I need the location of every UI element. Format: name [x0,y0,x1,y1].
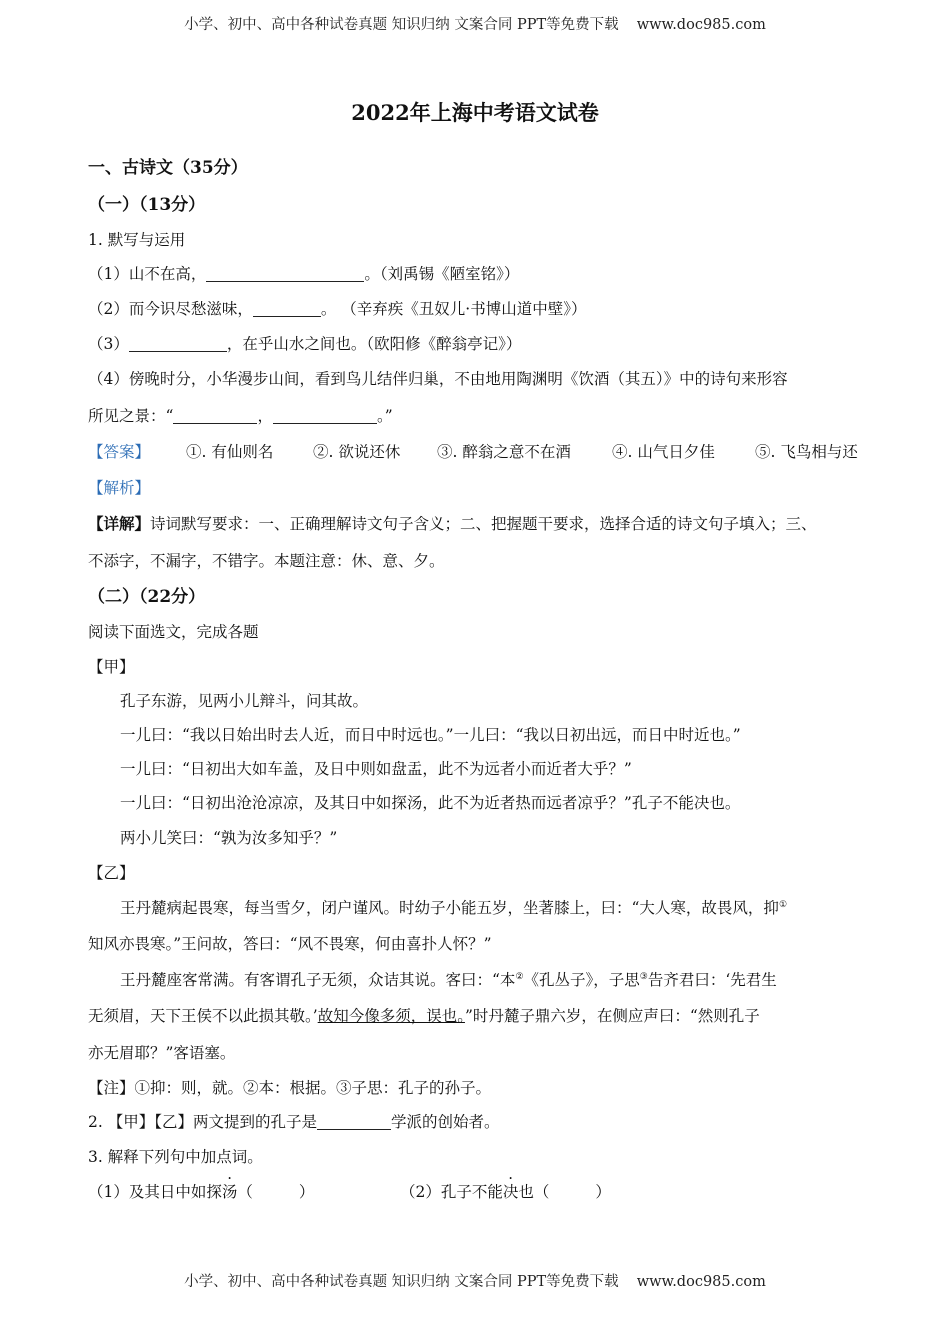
passage-yi-line: 王丹麓座客常满。有客谓孔子无须，众诘其说。客曰：“本②《孔丛子》，子思③告齐君曰：‘先君生 [120,971,777,989]
page-footer [0,1270,950,1291]
answer-item: ③. 醉翁之意不在酒 [437,443,571,461]
question-1-item-2: （2）而今识尽愁滋味， 。 （辛弃疾《丑奴儿·书博山道中壁》） [88,300,587,318]
question-1-item-4-line1: （4）傍晚时分，小华漫步山间，看到鸟儿结伴归巢，不由地用陶渊明《饮酒（其五）》中的诗句来形容 [88,370,788,388]
question-3-item-1: （1）及其日中如探汤（ ） [88,1183,315,1201]
answer-blank [129,336,227,353]
passage-jia-line: 一儿曰：“我以日始出时去人近，而日中时远也。”一儿曰：“我以日初出远，而日中时近也。” [120,726,741,744]
dotted-word: 汤 [221,1183,238,1201]
analysis-detail-line2: 不添字，不漏字，不错字。本题注意：休、意、夕。 [88,552,445,570]
analysis-label: 【解析】 [88,479,151,497]
answer-blank [317,1114,391,1131]
page-title: 2022年上海中考语文试卷 [351,100,599,125]
answer-item: ②. 欲说还休 [313,443,401,461]
question-1-item-1: （1）山不在高， 。（刘禹锡《陋室铭》） [88,265,520,283]
page-header [0,13,950,34]
answer-blank [253,301,321,318]
answer-item: ①. 有仙则名 [186,443,274,461]
answer-label: 【答案】 [88,443,151,461]
answer-item: ⑤. 飞鸟相与还 [755,443,858,461]
question-3-stem: 3. 解释下列句中加点词。 [88,1148,263,1166]
passage-jia-label: 【甲】 [88,658,135,676]
passage-jia-line: 一儿曰：“日初出大如车盖，及日中则如盘盂，此不为远者小而近者大乎？” [120,760,632,778]
question-1-item-3: （3） ，在乎山水之间也。（欧阳修《醉翁亭记》） [88,335,522,353]
answer-blank [173,408,257,425]
analysis-detail-line1: 【详解】诗词默写要求：一、正确理解诗文句子含义；二、把握题干要求，选择合适的诗文句子填入；三、 [88,514,817,533]
passage-jia-line: 孔子东游，见两小儿辩斗，问其故。 [120,692,369,710]
dotted-word: 决 [502,1183,519,1201]
part-heading-2: （二）（22分） [88,587,206,607]
passage-yi-line: 王丹麓病起畏寒，每当雪夕，闭户谨风。时幼子小能五岁，坐著膝上，曰：“大人寒，故畏风，抑① [120,899,788,917]
question-3-item-2: （2）孔子不能决也（ ） [400,1183,611,1201]
passage-note: 【注】①抑：则，就。②本：根据。③子思：孔子的孙子。 [88,1079,492,1097]
answer-blank [273,408,377,425]
question-1-item-4-line2: 所见之景：“ ， 。” [88,407,393,425]
question-1-stem: 1. 默写与运用 [88,231,186,249]
section-heading: 一、古诗文（35分） [88,158,248,178]
footer-url[interactable]: www.doc985.com [636,1274,766,1290]
answer-row [88,440,878,462]
answer-blank [206,266,364,283]
passage-yi-line: 亦无眉耶？”客语塞。 [88,1044,236,1062]
passage-jia-line: 一儿曰：“日初出沧沧凉凉，及其日中如探汤，此不为近者热而远者凉乎？”孔子不能决也。 [120,794,741,812]
header-url[interactable]: www.doc985.com [636,17,766,33]
reading-intro: 阅读下面选文，完成各题 [88,623,259,641]
footer-text: 小学、初中、高中各种试卷真题 知识归纳 文案合同 PPT等免费下载 [184,1274,619,1290]
part-heading-1: （一）（13分） [88,195,206,215]
passage-yi-label: 【乙】 [88,864,135,882]
header-text: 小学、初中、高中各种试卷真题 知识归纳 文案合同 PPT等免费下载 [184,17,619,33]
passage-jia-line: 两小儿笑曰：“孰为汝多知乎？” [120,829,338,847]
answer-item: ④. 山气日夕佳 [612,443,715,461]
passage-yi-line: 知风亦畏寒。”王问故，答曰：“风不畏寒，何由喜扑人怀？” [88,935,492,953]
question-2: 2. 【甲】【乙】两文提到的孔子是 学派的创始者。 [88,1113,500,1131]
passage-yi-line: 无须眉，天下王侯不以此损其敬。’故知今像多须，误也。”时丹麓子鼎六岁，在侧应声曰：“然则孔子 [88,1007,760,1025]
underlined-sentence: 故知今像多须，误也。 [317,1007,465,1025]
